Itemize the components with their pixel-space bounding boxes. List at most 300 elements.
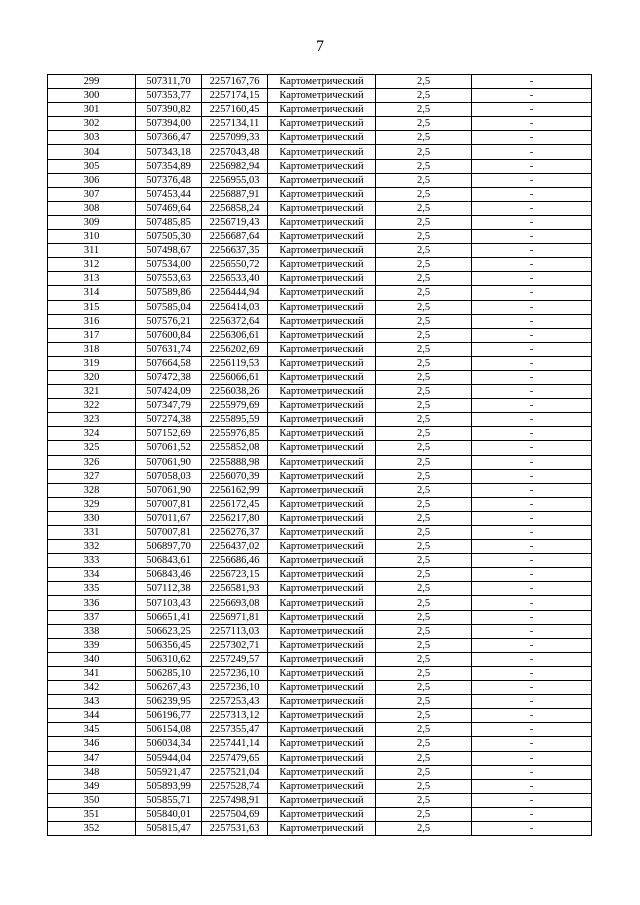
method-cell: Картометрический	[268, 652, 376, 666]
accuracy-cell: 2,5	[376, 582, 472, 596]
point-number-cell: 334	[48, 568, 136, 582]
point-number-cell: 319	[48, 356, 136, 370]
x-coordinate-cell: 506267,43	[136, 681, 202, 695]
description-cell: -	[472, 624, 592, 638]
table-row	[48, 314, 592, 328]
table-row	[48, 427, 592, 441]
point-number-cell: 311	[48, 244, 136, 258]
description-cell: -	[472, 342, 592, 356]
accuracy-cell: 2,5	[376, 385, 472, 399]
x-coordinate-cell: 506897,70	[136, 540, 202, 554]
accuracy-cell: 2,5	[376, 497, 472, 511]
table-row	[48, 173, 592, 187]
table-row	[48, 385, 592, 399]
description-cell: -	[472, 427, 592, 441]
description-cell: -	[472, 244, 592, 258]
accuracy-cell: 2,5	[376, 215, 472, 229]
method-cell: Картометрический	[268, 568, 376, 582]
y-coordinate-cell: 2257531,63	[202, 821, 268, 835]
point-number-cell: 326	[48, 455, 136, 469]
table-row	[48, 737, 592, 751]
x-coordinate-cell: 507534,00	[136, 258, 202, 272]
table-row	[48, 370, 592, 384]
x-coordinate-cell: 507505,30	[136, 230, 202, 244]
point-number-cell: 301	[48, 103, 136, 117]
accuracy-cell: 2,5	[376, 554, 472, 568]
y-coordinate-cell: 2257355,47	[202, 723, 268, 737]
method-cell: Картометрический	[268, 159, 376, 173]
point-number-cell: 324	[48, 427, 136, 441]
description-cell: -	[472, 272, 592, 286]
table-row	[48, 455, 592, 469]
y-coordinate-cell: 2257113,03	[202, 624, 268, 638]
description-cell: -	[472, 511, 592, 525]
accuracy-cell: 2,5	[376, 751, 472, 765]
point-number-cell: 344	[48, 709, 136, 723]
y-coordinate-cell: 2256119,53	[202, 356, 268, 370]
description-cell: -	[472, 695, 592, 709]
y-coordinate-cell: 2257236,10	[202, 666, 268, 680]
method-cell: Картометрический	[268, 131, 376, 145]
description-cell: -	[472, 610, 592, 624]
description-cell: -	[472, 751, 592, 765]
x-coordinate-cell: 507061,90	[136, 483, 202, 497]
method-cell: Картометрический	[268, 624, 376, 638]
x-coordinate-cell: 507469,64	[136, 201, 202, 215]
table-row	[48, 709, 592, 723]
y-coordinate-cell: 2257498,91	[202, 793, 268, 807]
table-row	[48, 821, 592, 835]
accuracy-cell: 2,5	[376, 807, 472, 821]
method-cell: Картометрический	[268, 75, 376, 89]
y-coordinate-cell: 2256070,39	[202, 469, 268, 483]
method-cell: Картометрический	[268, 793, 376, 807]
point-number-cell: 348	[48, 765, 136, 779]
point-number-cell: 304	[48, 145, 136, 159]
x-coordinate-cell: 507347,79	[136, 399, 202, 413]
point-number-cell: 303	[48, 131, 136, 145]
description-cell: -	[472, 681, 592, 695]
point-number-cell: 316	[48, 314, 136, 328]
x-coordinate-cell: 507112,38	[136, 582, 202, 596]
x-coordinate-cell: 507058,03	[136, 469, 202, 483]
description-cell: -	[472, 793, 592, 807]
table-row	[48, 666, 592, 680]
y-coordinate-cell: 2257441,14	[202, 737, 268, 751]
table-row	[48, 89, 592, 103]
y-coordinate-cell: 2257521,04	[202, 765, 268, 779]
description-cell: -	[472, 821, 592, 835]
y-coordinate-cell: 2256414,03	[202, 300, 268, 314]
method-cell: Картометрический	[268, 370, 376, 384]
description-cell: -	[472, 385, 592, 399]
table-row	[48, 723, 592, 737]
description-cell: -	[472, 413, 592, 427]
method-cell: Картометрический	[268, 300, 376, 314]
y-coordinate-cell: 2257249,57	[202, 652, 268, 666]
x-coordinate-cell: 506285,10	[136, 666, 202, 680]
y-coordinate-cell: 2256686,46	[202, 554, 268, 568]
x-coordinate-cell: 507485,85	[136, 215, 202, 229]
accuracy-cell: 2,5	[376, 638, 472, 652]
point-number-cell: 312	[48, 258, 136, 272]
table-row	[48, 596, 592, 610]
y-coordinate-cell: 2257236,10	[202, 681, 268, 695]
y-coordinate-cell: 2257099,33	[202, 131, 268, 145]
method-cell: Картометрический	[268, 765, 376, 779]
point-number-cell: 305	[48, 159, 136, 173]
point-number-cell: 338	[48, 624, 136, 638]
y-coordinate-cell: 2256306,61	[202, 328, 268, 342]
method-cell: Картометрический	[268, 215, 376, 229]
y-coordinate-cell: 2256444,94	[202, 286, 268, 300]
table-row	[48, 807, 592, 821]
description-cell: -	[472, 652, 592, 666]
y-coordinate-cell: 2257043,48	[202, 145, 268, 159]
y-coordinate-cell: 2256066,61	[202, 370, 268, 384]
description-cell: -	[472, 300, 592, 314]
description-cell: -	[472, 75, 592, 89]
y-coordinate-cell: 2256693,08	[202, 596, 268, 610]
x-coordinate-cell: 506310,62	[136, 652, 202, 666]
method-cell: Картометрический	[268, 526, 376, 540]
method-cell: Картометрический	[268, 751, 376, 765]
y-coordinate-cell: 2257174,15	[202, 89, 268, 103]
x-coordinate-cell: 507394,00	[136, 117, 202, 131]
x-coordinate-cell: 507061,90	[136, 455, 202, 469]
method-cell: Картометрический	[268, 779, 376, 793]
y-coordinate-cell: 2255888,98	[202, 455, 268, 469]
x-coordinate-cell: 507103,43	[136, 596, 202, 610]
description-cell: -	[472, 201, 592, 215]
method-cell: Картометрический	[268, 286, 376, 300]
table-row	[48, 793, 592, 807]
point-number-cell: 308	[48, 201, 136, 215]
accuracy-cell: 2,5	[376, 399, 472, 413]
accuracy-cell: 2,5	[376, 258, 472, 272]
description-cell: -	[472, 159, 592, 173]
method-cell: Картометрический	[268, 427, 376, 441]
accuracy-cell: 2,5	[376, 370, 472, 384]
accuracy-cell: 2,5	[376, 314, 472, 328]
y-coordinate-cell: 2257313,12	[202, 709, 268, 723]
accuracy-cell: 2,5	[376, 469, 472, 483]
method-cell: Картометрический	[268, 145, 376, 159]
table-row	[48, 779, 592, 793]
x-coordinate-cell: 507011,67	[136, 511, 202, 525]
y-coordinate-cell: 2255895,59	[202, 413, 268, 427]
point-number-cell: 315	[48, 300, 136, 314]
x-coordinate-cell: 507576,21	[136, 314, 202, 328]
table-row	[48, 441, 592, 455]
description-cell: -	[472, 455, 592, 469]
y-coordinate-cell: 2256162,99	[202, 483, 268, 497]
table-row	[48, 483, 592, 497]
x-coordinate-cell: 507424,09	[136, 385, 202, 399]
y-coordinate-cell: 2257479,65	[202, 751, 268, 765]
method-cell: Картометрический	[268, 695, 376, 709]
x-coordinate-cell: 507600,84	[136, 328, 202, 342]
x-coordinate-cell: 507631,74	[136, 342, 202, 356]
table-row	[48, 258, 592, 272]
y-coordinate-cell: 2257160,45	[202, 103, 268, 117]
method-cell: Картометрический	[268, 441, 376, 455]
description-cell: -	[472, 666, 592, 680]
accuracy-cell: 2,5	[376, 103, 472, 117]
description-cell: -	[472, 709, 592, 723]
description-cell: -	[472, 596, 592, 610]
description-cell: -	[472, 215, 592, 229]
coordinates-table	[47, 74, 592, 836]
accuracy-cell: 2,5	[376, 652, 472, 666]
table-row	[48, 187, 592, 201]
x-coordinate-cell: 507390,82	[136, 103, 202, 117]
table-row	[48, 300, 592, 314]
point-number-cell: 351	[48, 807, 136, 821]
accuracy-cell: 2,5	[376, 666, 472, 680]
y-coordinate-cell: 2256533,40	[202, 272, 268, 286]
method-cell: Картометрический	[268, 666, 376, 680]
method-cell: Картометрический	[268, 497, 376, 511]
description-cell: -	[472, 399, 592, 413]
table-row	[48, 75, 592, 89]
method-cell: Картометрический	[268, 723, 376, 737]
table-row	[48, 695, 592, 709]
y-coordinate-cell: 2256217,80	[202, 511, 268, 525]
accuracy-cell: 2,5	[376, 356, 472, 370]
method-cell: Картометрический	[268, 540, 376, 554]
point-number-cell: 306	[48, 173, 136, 187]
method-cell: Картометрический	[268, 173, 376, 187]
y-coordinate-cell: 2256172,45	[202, 497, 268, 511]
x-coordinate-cell: 507152,69	[136, 427, 202, 441]
method-cell: Картометрический	[268, 385, 376, 399]
x-coordinate-cell: 507007,81	[136, 497, 202, 511]
description-cell: -	[472, 497, 592, 511]
accuracy-cell: 2,5	[376, 723, 472, 737]
method-cell: Картометрический	[268, 187, 376, 201]
point-number-cell: 341	[48, 666, 136, 680]
description-cell: -	[472, 765, 592, 779]
method-cell: Картометрический	[268, 554, 376, 568]
accuracy-cell: 2,5	[376, 483, 472, 497]
description-cell: -	[472, 173, 592, 187]
description-cell: -	[472, 568, 592, 582]
method-cell: Картометрический	[268, 455, 376, 469]
table-row	[48, 244, 592, 258]
y-coordinate-cell: 2256550,72	[202, 258, 268, 272]
method-cell: Картометрический	[268, 356, 376, 370]
accuracy-cell: 2,5	[376, 230, 472, 244]
x-coordinate-cell: 506034,34	[136, 737, 202, 751]
description-cell: -	[472, 230, 592, 244]
description-cell: -	[472, 638, 592, 652]
y-coordinate-cell: 2256982,94	[202, 159, 268, 173]
description-cell: -	[472, 187, 592, 201]
x-coordinate-cell: 506239,95	[136, 695, 202, 709]
method-cell: Картометрический	[268, 230, 376, 244]
table-row	[48, 328, 592, 342]
table-row	[48, 399, 592, 413]
point-number-cell: 321	[48, 385, 136, 399]
method-cell: Картометрический	[268, 272, 376, 286]
table-row	[48, 215, 592, 229]
description-cell: -	[472, 286, 592, 300]
table-row	[48, 230, 592, 244]
accuracy-cell: 2,5	[376, 821, 472, 835]
point-number-cell: 320	[48, 370, 136, 384]
y-coordinate-cell: 2256372,64	[202, 314, 268, 328]
point-number-cell: 329	[48, 497, 136, 511]
x-coordinate-cell: 505893,99	[136, 779, 202, 793]
x-coordinate-cell: 506623,25	[136, 624, 202, 638]
method-cell: Картометрический	[268, 413, 376, 427]
accuracy-cell: 2,5	[376, 117, 472, 131]
accuracy-cell: 2,5	[376, 145, 472, 159]
x-coordinate-cell: 507354,89	[136, 159, 202, 173]
accuracy-cell: 2,5	[376, 75, 472, 89]
table-row	[48, 582, 592, 596]
accuracy-cell: 2,5	[376, 540, 472, 554]
point-number-cell: 314	[48, 286, 136, 300]
x-coordinate-cell: 507585,04	[136, 300, 202, 314]
table-row	[48, 497, 592, 511]
y-coordinate-cell: 2257528,74	[202, 779, 268, 793]
x-coordinate-cell: 507311,70	[136, 75, 202, 89]
accuracy-cell: 2,5	[376, 737, 472, 751]
description-cell: -	[472, 258, 592, 272]
description-cell: -	[472, 89, 592, 103]
y-coordinate-cell: 2256723,15	[202, 568, 268, 582]
table-row	[48, 356, 592, 370]
x-coordinate-cell: 506843,46	[136, 568, 202, 582]
x-coordinate-cell: 507007,81	[136, 526, 202, 540]
x-coordinate-cell: 505855,71	[136, 793, 202, 807]
description-cell: -	[472, 779, 592, 793]
accuracy-cell: 2,5	[376, 455, 472, 469]
point-number-cell: 322	[48, 399, 136, 413]
y-coordinate-cell: 2255976,85	[202, 427, 268, 441]
table-row	[48, 272, 592, 286]
table-row	[48, 117, 592, 131]
accuracy-cell: 2,5	[376, 342, 472, 356]
method-cell: Картометрический	[268, 103, 376, 117]
point-number-cell: 343	[48, 695, 136, 709]
accuracy-cell: 2,5	[376, 511, 472, 525]
accuracy-cell: 2,5	[376, 596, 472, 610]
point-number-cell: 328	[48, 483, 136, 497]
accuracy-cell: 2,5	[376, 300, 472, 314]
point-number-cell: 313	[48, 272, 136, 286]
table-row	[48, 681, 592, 695]
point-number-cell: 352	[48, 821, 136, 835]
accuracy-cell: 2,5	[376, 244, 472, 258]
method-cell: Картометрический	[268, 244, 376, 258]
description-cell: -	[472, 483, 592, 497]
method-cell: Картометрический	[268, 201, 376, 215]
table-row	[48, 554, 592, 568]
description-cell: -	[472, 117, 592, 131]
table-row	[48, 765, 592, 779]
table-row	[48, 568, 592, 582]
accuracy-cell: 2,5	[376, 610, 472, 624]
description-cell: -	[472, 526, 592, 540]
x-coordinate-cell: 507343,18	[136, 145, 202, 159]
description-cell: -	[472, 131, 592, 145]
table-row	[48, 413, 592, 427]
y-coordinate-cell: 2256719,43	[202, 215, 268, 229]
table-row	[48, 286, 592, 300]
method-cell: Картометрический	[268, 610, 376, 624]
x-coordinate-cell: 507472,38	[136, 370, 202, 384]
y-coordinate-cell: 2256858,24	[202, 201, 268, 215]
method-cell: Картометрический	[268, 342, 376, 356]
x-coordinate-cell: 507453,44	[136, 187, 202, 201]
accuracy-cell: 2,5	[376, 286, 472, 300]
point-number-cell: 349	[48, 779, 136, 793]
method-cell: Картометрический	[268, 399, 376, 413]
y-coordinate-cell: 2256971,81	[202, 610, 268, 624]
table-row	[48, 624, 592, 638]
table-row	[48, 469, 592, 483]
point-number-cell: 342	[48, 681, 136, 695]
method-cell: Картометрический	[268, 638, 376, 652]
method-cell: Картометрический	[268, 596, 376, 610]
table-row	[48, 145, 592, 159]
table-row	[48, 342, 592, 356]
accuracy-cell: 2,5	[376, 427, 472, 441]
x-coordinate-cell: 505815,47	[136, 821, 202, 835]
description-cell: -	[472, 807, 592, 821]
description-cell: -	[472, 554, 592, 568]
y-coordinate-cell: 2257167,76	[202, 75, 268, 89]
y-coordinate-cell: 2256637,35	[202, 244, 268, 258]
method-cell: Картометрический	[268, 511, 376, 525]
point-number-cell: 336	[48, 596, 136, 610]
method-cell: Картометрический	[268, 314, 376, 328]
x-coordinate-cell: 505921,47	[136, 765, 202, 779]
method-cell: Картометрический	[268, 117, 376, 131]
accuracy-cell: 2,5	[376, 526, 472, 540]
x-coordinate-cell: 507664,58	[136, 356, 202, 370]
page-number: 7	[316, 38, 324, 55]
accuracy-cell: 2,5	[376, 765, 472, 779]
accuracy-cell: 2,5	[376, 187, 472, 201]
accuracy-cell: 2,5	[376, 441, 472, 455]
point-number-cell: 300	[48, 89, 136, 103]
table-row	[48, 511, 592, 525]
description-cell: -	[472, 540, 592, 554]
method-cell: Картометрический	[268, 483, 376, 497]
accuracy-cell: 2,5	[376, 413, 472, 427]
x-coordinate-cell: 506154,08	[136, 723, 202, 737]
x-coordinate-cell: 506843,61	[136, 554, 202, 568]
method-cell: Картометрический	[268, 469, 376, 483]
accuracy-cell: 2,5	[376, 695, 472, 709]
description-cell: -	[472, 103, 592, 117]
table-row	[48, 540, 592, 554]
x-coordinate-cell: 507376,48	[136, 173, 202, 187]
y-coordinate-cell: 2257504,69	[202, 807, 268, 821]
description-cell: -	[472, 314, 592, 328]
table-row	[48, 638, 592, 652]
table-row	[48, 751, 592, 765]
x-coordinate-cell: 507061,52	[136, 441, 202, 455]
point-number-cell: 346	[48, 737, 136, 751]
accuracy-cell: 2,5	[376, 624, 472, 638]
point-number-cell: 331	[48, 526, 136, 540]
x-coordinate-cell: 507553,63	[136, 272, 202, 286]
